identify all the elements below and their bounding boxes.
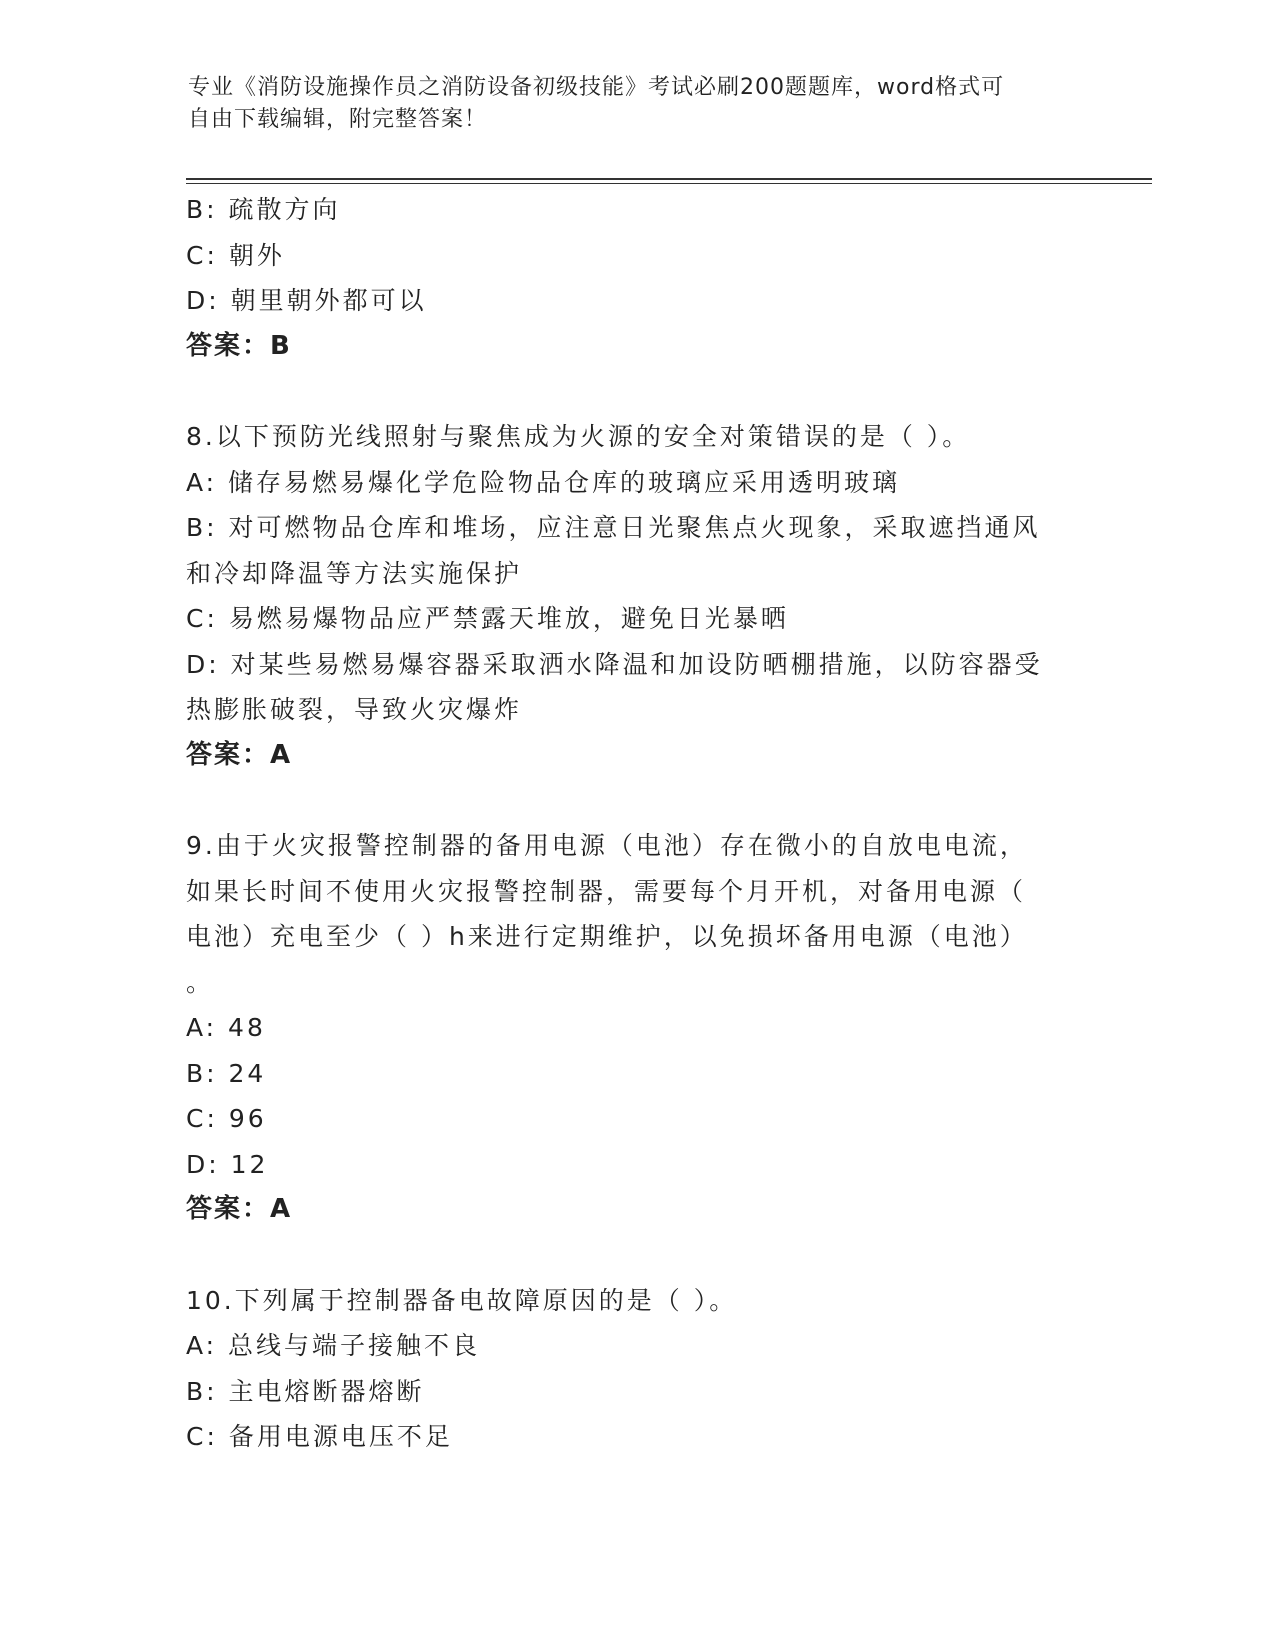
option-d-line-2: 热膨胀破裂，导致火灾爆炸 bbox=[186, 695, 523, 724]
header-line-1: 专业《消防设施操作员之消防设备初级技能》考试必刷200题题库，word格式可 bbox=[188, 75, 1005, 100]
spacer bbox=[186, 778, 1086, 823]
question-8 bbox=[186, 414, 1086, 778]
option-d-line-1: D: 对某些易燃易爆容器采取洒水降温和加设防晒棚措施，以防容器受 bbox=[186, 649, 1043, 679]
option-b: B: 主电熔断器熔断 bbox=[186, 1376, 425, 1406]
document-header bbox=[188, 72, 1068, 136]
question-10 bbox=[186, 1278, 1086, 1460]
question-text: 10.下列属于控制器备电故障原因的是（ ）。 bbox=[186, 1285, 738, 1315]
question-text: 8.以下预防光线照射与聚焦成为火源的安全对策错误的是（ ）。 bbox=[186, 422, 971, 451]
option-b-line-1: B: 对可燃物品仓库和堆场，应注意日光聚焦点火现象，采取遮挡通风 bbox=[186, 513, 1041, 542]
question-content bbox=[186, 187, 1086, 1460]
header-line-2: 自由下载编辑，附完整答案！ bbox=[188, 107, 488, 132]
option-d: D: 朝里朝外都可以 bbox=[186, 286, 427, 315]
question-text-line-2: 如果长时间不使用火灾报警控制器，需要每个月开机，对备用电源（ bbox=[186, 876, 1027, 906]
option-b: B: 24 bbox=[186, 1058, 267, 1088]
question-text-line-1: 9.由于火灾报警控制器的备用电源（电池）存在微小的自放电电流， bbox=[186, 831, 1028, 860]
option-c: C: 朝外 bbox=[186, 240, 285, 270]
option-c: C: 96 bbox=[186, 1104, 267, 1133]
option-a: A: 总线与端子接触不良 bbox=[186, 1331, 481, 1360]
header-divider-thick bbox=[186, 178, 1152, 180]
spacer bbox=[186, 1233, 1086, 1278]
answer-label: 答案：A bbox=[186, 739, 293, 770]
option-b-line-2: 和冷却降温等方法实施保护 bbox=[186, 558, 523, 588]
option-b: B: 疏散方向 bbox=[186, 195, 341, 224]
option-c: C: 备用电源电压不足 bbox=[186, 1422, 453, 1451]
answer-label: 答案：B bbox=[186, 330, 292, 361]
question-7-tail bbox=[186, 187, 1086, 369]
option-a: A: 48 bbox=[186, 1013, 266, 1042]
question-9 bbox=[186, 823, 1086, 1233]
option-d: D: 12 bbox=[186, 1149, 269, 1179]
question-text-line-4: 。 bbox=[186, 967, 215, 997]
option-a: A: 储存易燃易爆化学危险物品仓库的玻璃应采用透明玻璃 bbox=[186, 467, 901, 497]
spacer bbox=[186, 369, 1086, 414]
header-divider-thin bbox=[186, 183, 1152, 184]
answer-label: 答案：A bbox=[186, 1194, 293, 1224]
option-c: C: 易燃易爆物品应严禁露天堆放，避免日光暴晒 bbox=[186, 604, 789, 633]
question-text-line-3: 电池）充电至少（ ）h来进行定期维护，以免损坏备用电源（电池） bbox=[186, 922, 1028, 951]
